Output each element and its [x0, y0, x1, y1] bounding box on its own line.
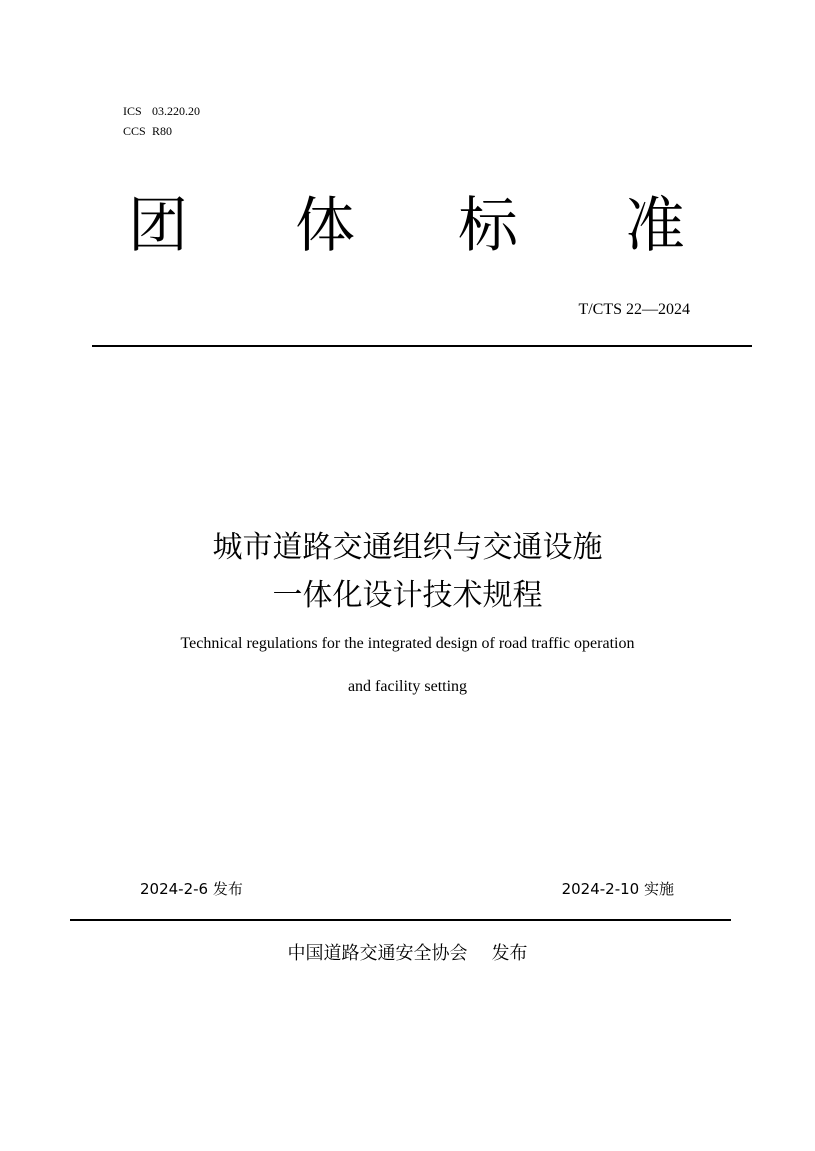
ics-label: ICS — [123, 104, 142, 118]
document-title-en-line-1: Technical regulations for the integrated design of road traffic operation — [180, 635, 635, 652]
publish-action: 发布 — [491, 943, 528, 964]
standard-type-char-4: 准 — [625, 191, 685, 261]
issue-date: 2024-2-6 发布 — [140, 880, 243, 898]
standard-number: T/CTS 22—2024 — [578, 301, 690, 318]
bottom-divider — [70, 919, 731, 921]
publisher-name: 中国道路交通安全协会 — [287, 943, 468, 964]
top-divider — [92, 345, 752, 347]
document-title-cn-line-2: 一体化设计技术规程 — [272, 578, 543, 613]
standard-type-heading — [100, 190, 710, 270]
implementation-date: 2024-2-10 实施 — [561, 880, 674, 898]
document-title-en-line-2: and facility setting — [347, 678, 468, 695]
ccs-row — [123, 121, 200, 141]
standard-type-char-3: 标 — [458, 191, 518, 261]
publisher-line — [0, 941, 815, 967]
standard-type-char-1: 团 — [128, 191, 188, 261]
ccs-code: R80 — [152, 124, 173, 138]
ics-code: 03.220.20 — [152, 104, 200, 118]
classification-codes — [123, 101, 200, 141]
standard-type-char-2: 体 — [295, 191, 355, 261]
ccs-label: CCS — [123, 124, 146, 138]
ics-row — [123, 101, 200, 121]
document-title-cn-line-1: 城市道路交通组织与交通设施 — [212, 530, 603, 565]
